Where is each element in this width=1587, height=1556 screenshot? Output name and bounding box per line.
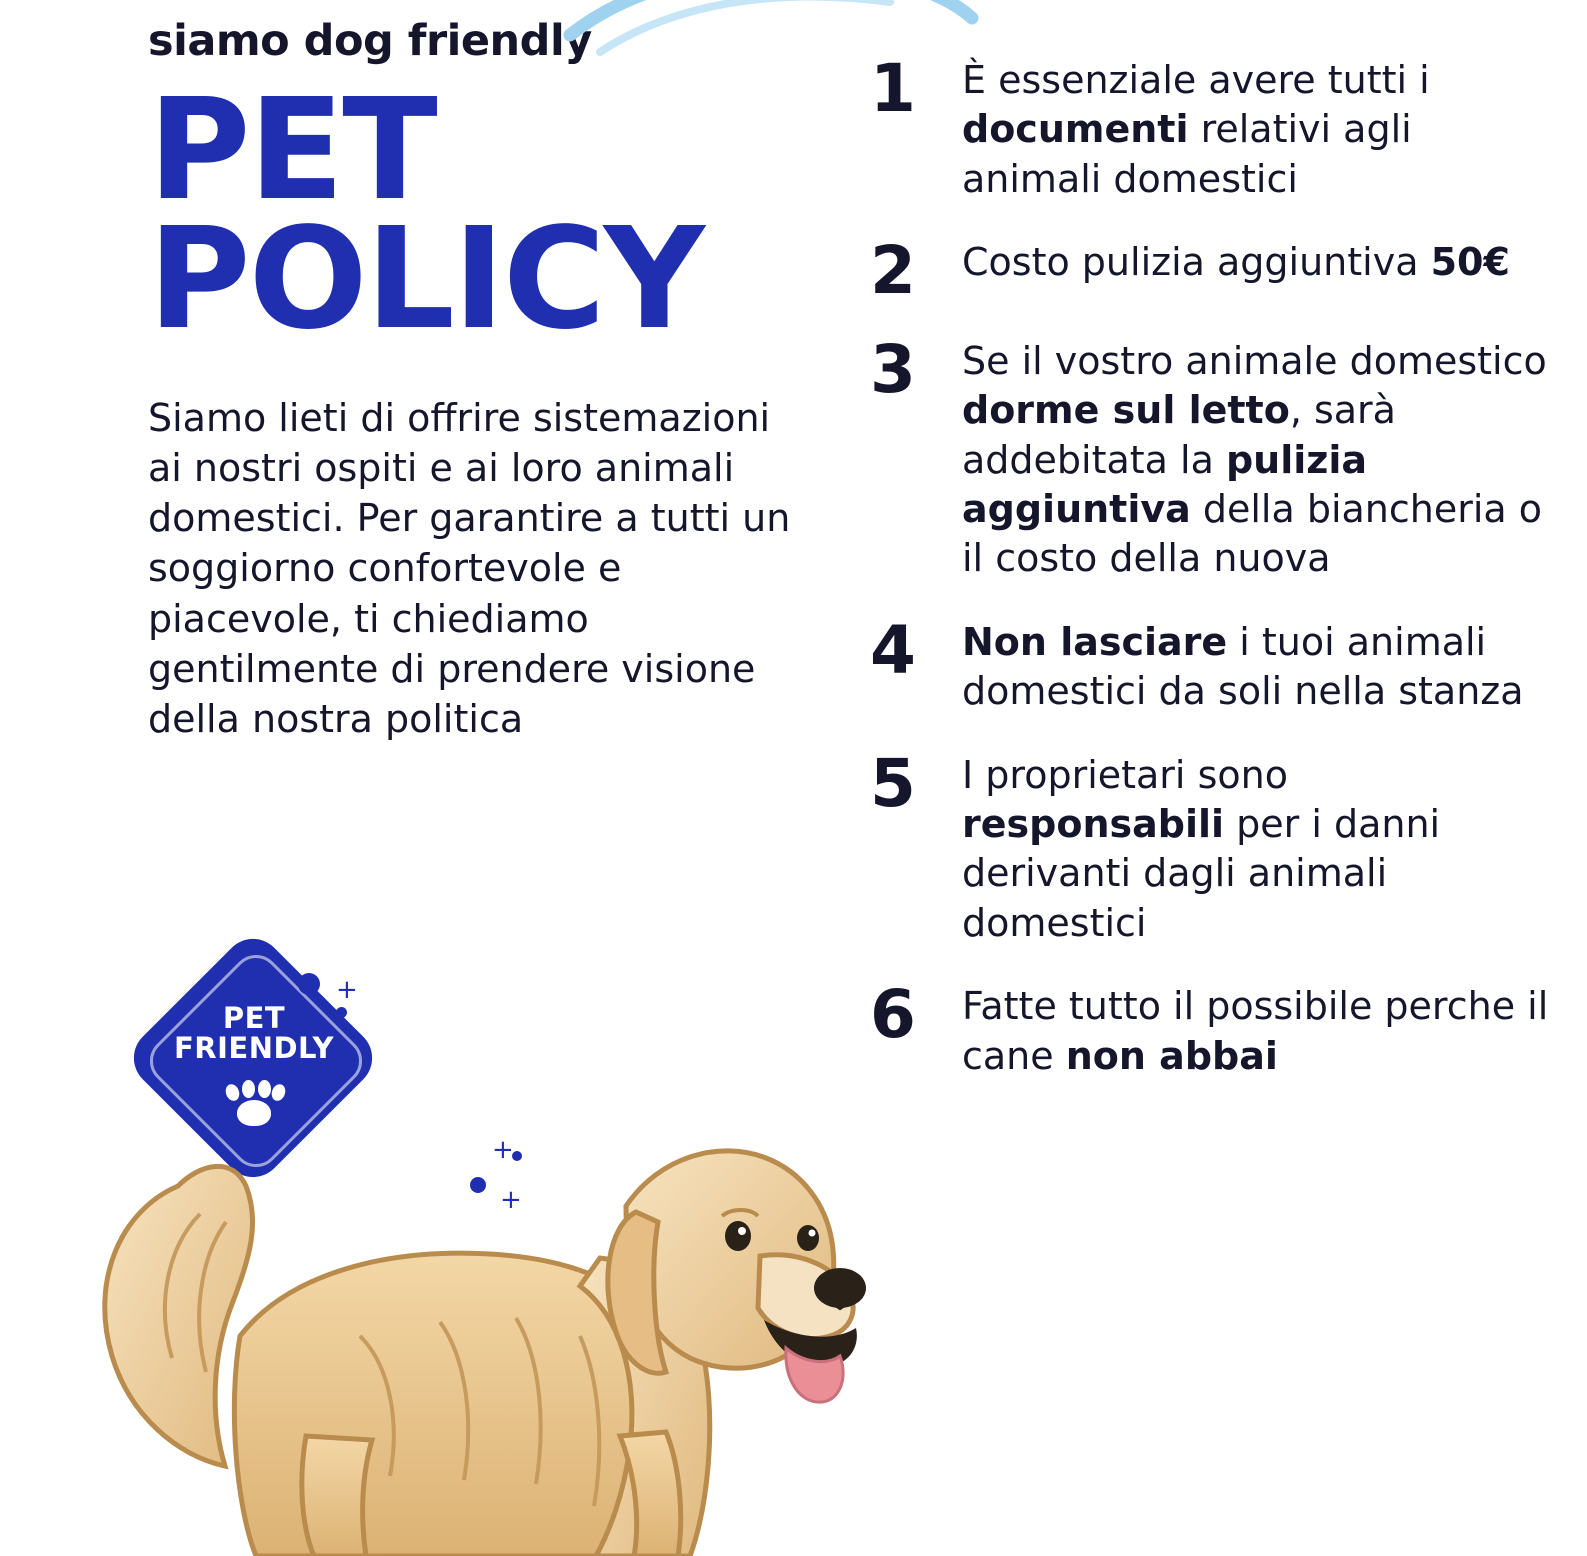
rule-number: 3 [870,330,916,408]
list-item [870,330,1560,584]
intro-paragraph: Siamo lieti di offrire sistemazioni ai nostri ospiti e ai loro animali domestici. Per garantire a tutti un soggiorno confortevole e piacevole, ti chiediamo gentilmente di prendere visione della nostra politica [148,395,791,741]
list-item [870,744,1560,949]
rule-text: È essenziale avere tutti i documenti relativi agli animali domestici [962,58,1430,201]
rule-number: 4 [870,611,916,689]
dot-decoration [298,973,320,995]
rule-number: 2 [870,232,916,310]
list-item [870,611,1560,717]
rule-number: 1 [870,50,916,127]
golden-retriever-illustration [60,1036,880,1556]
list-item [870,232,1560,310]
rule-text: Fatte tutto il possibile perche il cane non abbai [962,984,1549,1078]
title-line-1: PET [148,69,436,233]
list-item [870,50,1560,204]
rule-text: I proprietari sono responsabili per i danni derivanti dagli animali domestici [962,752,1441,945]
sparkle-icon: + [500,1185,522,1215]
kicker-text: siamo dog friendly [148,16,592,66]
rule-text: Costo pulizia aggiuntiva 50€ [962,240,1510,285]
page-title [148,69,828,362]
badge-label-line-2: FRIENDLY [173,1031,335,1066]
rules-list [870,50,1560,1115]
rule-text: Non lasciare i tuoi animali domestici da soli nella stanza [962,619,1524,714]
rule-number: 6 [870,976,916,1054]
rule-text: Se il vostro animale domestico dorme sul letto, sarà addebitata la pulizia aggiuntiva della biancheria o il costo della nuova [962,338,1547,581]
sparkle-icon: + [336,975,358,1005]
blue-brush-stroke-icon [560,0,980,60]
rule-number: 5 [870,744,916,822]
sparkle-icon: + [492,1135,514,1165]
title-line-2: POLICY [148,198,704,362]
dot-decoration [336,1007,347,1018]
list-item [870,976,1560,1081]
badge-label-line-1: PET [222,1001,286,1035]
